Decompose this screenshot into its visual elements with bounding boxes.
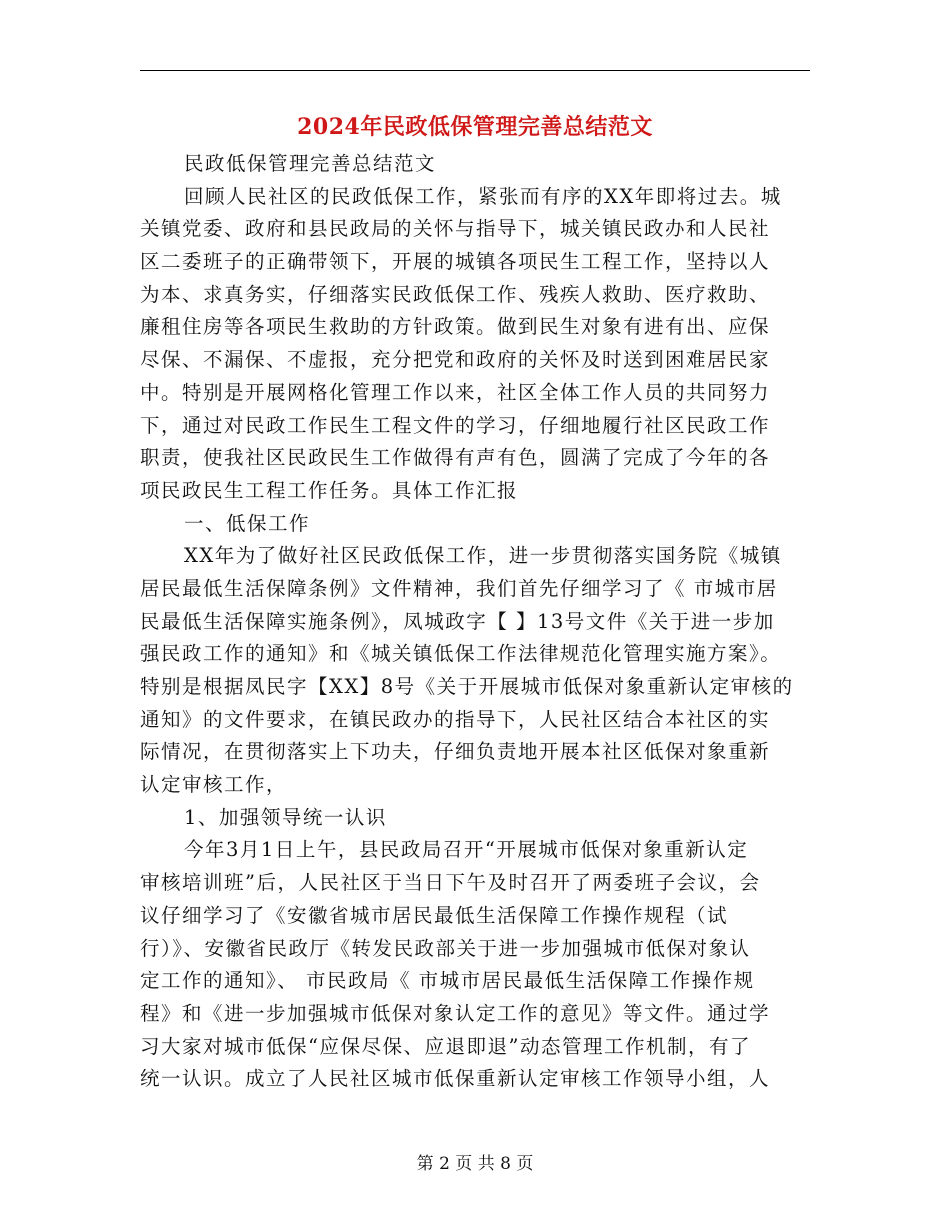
paragraph-line: 回顾人民社区的民政低保工作，紧张而有序的XX年即将过去。城 (184, 184, 782, 208)
paragraph-line: 际情况，在贯彻落实上下功夫，仔细负责地开展本社区低保对象重新 (140, 740, 771, 764)
paragraph-line: 下，通过对民政工作民生工程文件的学习，仔细地履行社区民政工作 (140, 413, 771, 437)
paragraph-line: 尽保、不漏保、不虚报，充分把党和政府的关怀及时送到困难居民家 (140, 348, 771, 372)
paragraph-line: 项民政民生工程工作任务。具体工作汇报 (140, 478, 519, 502)
paragraph-line: 习大家对城市低保“应保尽保、应退即退”动态管理工作机制，有了 (140, 1034, 751, 1058)
paragraph-line: 区二委班子的正确带领下，开展的城镇各项民生工程工作，坚持以人 (140, 250, 771, 274)
page-number: 第 2 页 共 8 页 (416, 1154, 534, 1174)
subsection-heading: 1、加强领导统一认识 (184, 805, 387, 829)
paragraph-line: 强民政工作的通知》和《城关镇低保工作法律规范化管理实施方案》。 (140, 642, 782, 666)
paragraph-line: 关镇党委、政府和县民政局的关怀与指导下，城关镇民政办和人民社 (140, 217, 771, 241)
paragraph-line: 统一认识。成立了人民社区城市低保重新认定审核工作领导小组，人 (140, 1067, 771, 1091)
paragraph-line: XX年为了做好社区民政低保工作，进一步贯彻落实国务院《城镇 (184, 544, 782, 568)
paragraph-line: 特别是根据凤民字【XX】8号《关于开展城市低保对象重新认定审核的 (140, 675, 794, 698)
paragraph-line: 职责，使我社区民政民生工作做得有声有色，圆满了完成了今年的各 (140, 446, 771, 470)
paragraph-line: 廉租住房等各项民生救助的方针政策。做到民生对象有进有出、应保 (140, 315, 771, 339)
paragraph-line: 行）》、安徽省民政厅《转发民政部关于进一步加强城市低保对象认 (140, 936, 751, 960)
document-body (140, 148, 810, 1096)
paragraph-line: 认定审核工作， (140, 773, 288, 797)
paragraph-line: 今年3月1日上午，县民政局召开“开展城市低保对象重新认定 (184, 838, 749, 862)
paragraph-line: 为本、求真务实，仔细落实民政低保工作、残疾人救助、医疗救助、 (140, 282, 771, 306)
header-rule (140, 70, 810, 71)
section-heading: 一、低保工作 (184, 511, 311, 535)
paragraph-line: 通知》的文件要求，在镇民政办的指导下，人民社区结合本社区的实 (140, 707, 771, 731)
paragraph-line: 定工作的通知》、 市民政局《 市城市居民最低生活保障工作操作规 (140, 969, 755, 993)
paragraph-line: 民最低生活保障实施条例》，凤城政字【 】13号文件《关于进一步加 (140, 609, 775, 633)
document-title: 2024年民政低保管理完善总结范文 (297, 114, 653, 140)
subtitle-line: 民政低保管理完善总结范文 (184, 152, 437, 175)
paragraph-line: 中。特别是开展网格化管理工作以来，社区全体工作人员的共同努力 (140, 380, 771, 404)
paragraph-line: 程》和《进一步加强城市低保对象认定工作的意见》等文件。通过学 (140, 1001, 771, 1025)
paragraph-line: 议仔细学习了《安徽省城市居民最低生活保障工作操作规程（试 (140, 903, 729, 927)
paragraph-line: 居民最低生活保障条例》文件精神，我们首先仔细学习了《 市城市居 (140, 576, 778, 600)
paragraph-line: 审核培训班”后，人民社区于当日下午及时召开了两委班子会议，会 (140, 871, 761, 895)
